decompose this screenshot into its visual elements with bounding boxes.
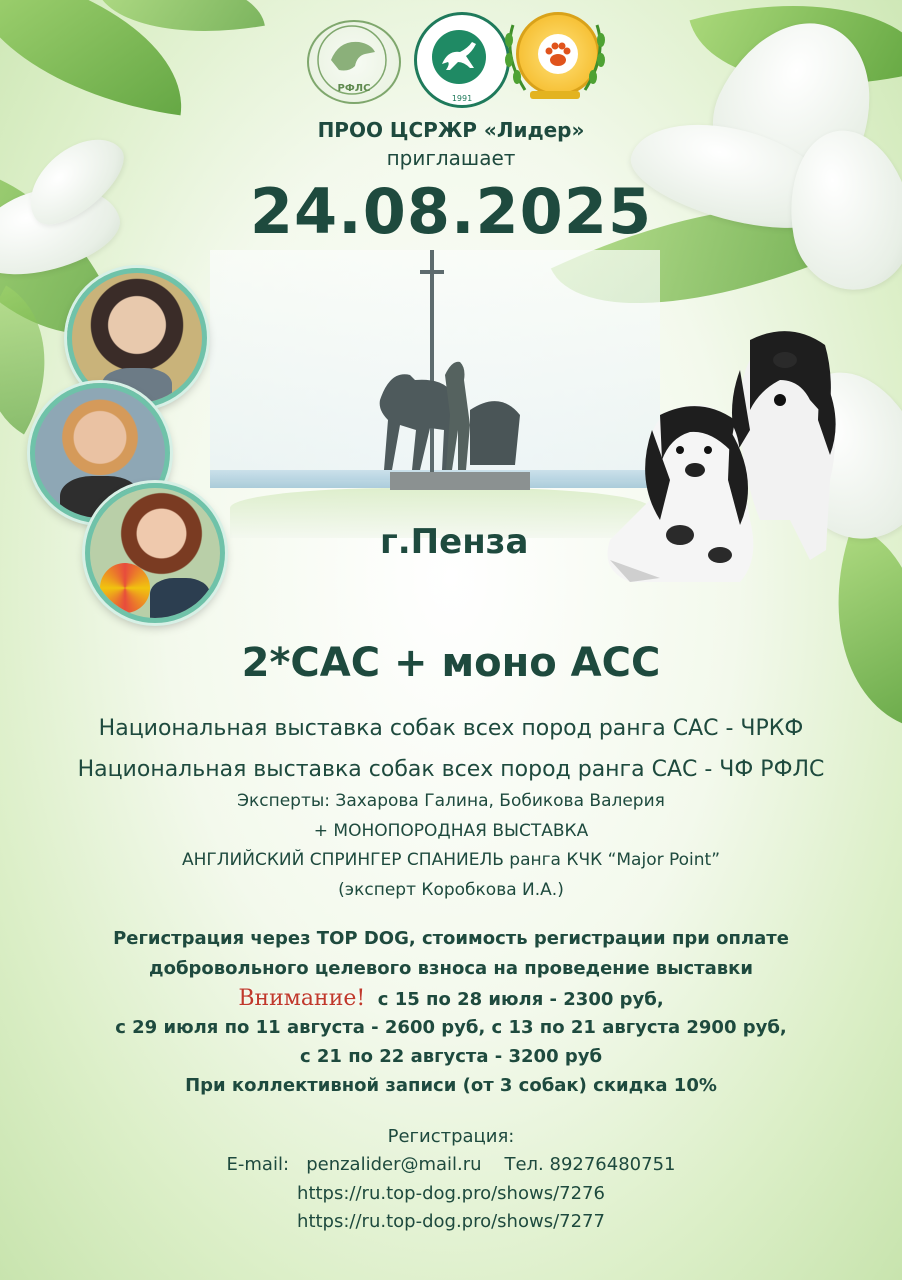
- monument-statue: [370, 250, 570, 510]
- experts-line: Эксперты: Захарова Галина, Бобикова Валерия: [237, 791, 665, 811]
- show-line-2: Национальная выставка собак всех пород ранга САС - ЧФ РФЛС: [77, 757, 825, 782]
- laurel-wreath-icon: [495, 5, 615, 105]
- greyhound-icon: [414, 12, 504, 102]
- registration-line-1: Регистрация через TOP DOG, стоимость регистрации при оплате: [113, 928, 789, 949]
- price-line-3: с 21 по 22 августа - 3200 руб: [299, 1046, 603, 1067]
- price-first-period: с 15 по 28 июля - 2300 руб,: [377, 989, 664, 1010]
- show-line-1: Национальная выставка собак всех пород ранга САС - ЧРКФ: [98, 716, 804, 741]
- judge-portrait-3: [85, 483, 225, 623]
- registration-line-2: добровольного целевого взноса на проведение выставки: [149, 958, 753, 979]
- mono-show-line: + МОНОПОРОДНАЯ ВЫСТАВКА: [313, 821, 589, 841]
- attention-label: Внимание!: [238, 986, 366, 1011]
- mono-expert-line: (эксперт Коробкова И.А.): [338, 880, 564, 900]
- discount-line: При коллективной записи (от 3 собак) скидка 10%: [185, 1075, 717, 1096]
- rkf-logo-year: 1991: [451, 94, 473, 103]
- contacts-title: Регистрация:: [387, 1126, 515, 1147]
- registration-link-2[interactable]: https://ru.top-dog.pro/shows/7277: [297, 1211, 605, 1232]
- rfls-logo: [307, 20, 401, 104]
- email-label: E-mail:: [226, 1154, 290, 1175]
- rfls-logo-text: РФЛС: [337, 83, 371, 94]
- phone-label: Тел.: [504, 1154, 544, 1175]
- registration-link-1[interactable]: https://ru.top-dog.pro/shows/7276: [297, 1183, 605, 1204]
- price-line-1: [0, 986, 902, 1011]
- springer-spaniel-dogs: [590, 320, 870, 600]
- email-link[interactable]: penzalider@mail.ru: [306, 1154, 482, 1175]
- breed-line: АНГЛИЙСКИЙ СПРИНГЕР СПАНИЕЛЬ ранга КЧК “Major Point”: [181, 850, 720, 870]
- ranks-title: 2*CAC + моно АСС: [241, 640, 661, 686]
- price-line-2: с 29 июля по 11 августа - 2600 руб, с 13 по 21 августа 2900 руб,: [115, 1017, 787, 1038]
- event-date: 24.08.2025: [249, 175, 653, 248]
- invites-text: приглашает: [386, 146, 516, 170]
- city-label: г.Пенза: [380, 522, 529, 562]
- organizer-name: ПРОО ЦСРЖР «Лидер»: [317, 118, 585, 142]
- phone-number[interactable]: 89276480751: [549, 1154, 676, 1175]
- contacts-line: [0, 1154, 902, 1175]
